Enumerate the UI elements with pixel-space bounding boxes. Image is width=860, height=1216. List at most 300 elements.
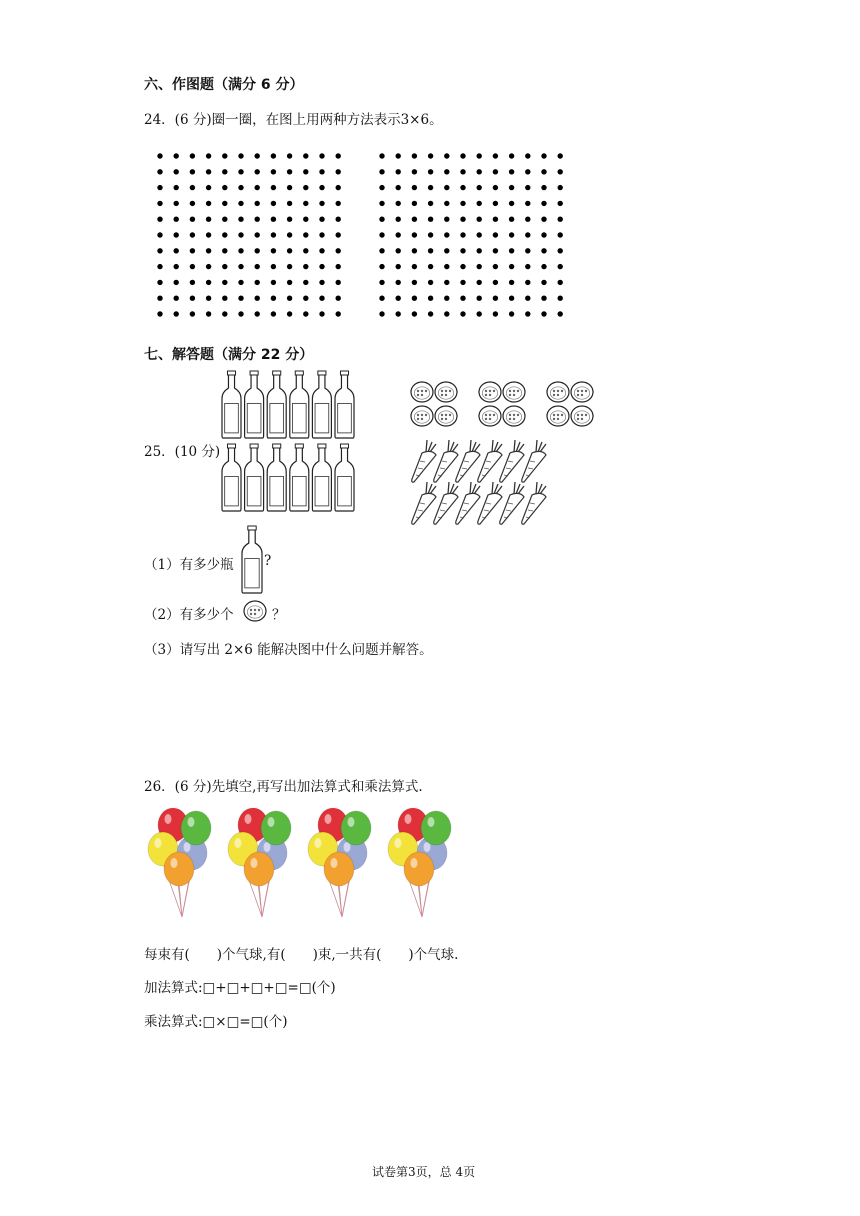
dot (287, 169, 292, 174)
bottle-icon (312, 444, 331, 511)
dot (541, 232, 546, 237)
dot (319, 280, 324, 285)
dot (396, 185, 401, 190)
dot (319, 248, 324, 253)
dot (460, 264, 465, 269)
dot (287, 201, 292, 206)
dot (558, 232, 563, 237)
dot (525, 169, 530, 174)
dot (157, 280, 162, 285)
dot (428, 217, 433, 222)
dot (379, 248, 384, 253)
dot (509, 153, 514, 158)
dot (477, 311, 482, 316)
dot (222, 201, 227, 206)
dot (238, 232, 243, 237)
dot (190, 185, 195, 190)
dot (174, 296, 179, 301)
dot (222, 280, 227, 285)
dot (460, 185, 465, 190)
dot (222, 264, 227, 269)
q25-sub1-end: ? (264, 553, 272, 569)
dot (319, 153, 324, 158)
dot (336, 280, 341, 285)
dot (255, 232, 260, 237)
dot (303, 153, 308, 158)
dot (541, 201, 546, 206)
dot (541, 185, 546, 190)
carrot-icon (478, 482, 502, 524)
dot (509, 296, 514, 301)
dot (303, 264, 308, 269)
egg-plate-icon (479, 406, 501, 426)
dot (174, 311, 179, 316)
egg-plate-icon (503, 406, 525, 426)
dot (493, 311, 498, 316)
dot (525, 153, 530, 158)
dot (396, 311, 401, 316)
dot (558, 201, 563, 206)
dot (525, 232, 530, 237)
dot (412, 217, 417, 222)
dot (412, 185, 417, 190)
dot (287, 296, 292, 301)
dot (319, 201, 324, 206)
dot (271, 153, 276, 158)
dot (444, 201, 449, 206)
dot (271, 185, 276, 190)
dot (541, 248, 546, 253)
carrots-figure (408, 438, 558, 528)
question-25-label: 25．(10 分) (144, 444, 221, 460)
dot (271, 264, 276, 269)
balloon-bunch-icon (148, 808, 211, 917)
dot (303, 232, 308, 237)
dot (509, 280, 514, 285)
dot (444, 232, 449, 237)
dot (174, 264, 179, 269)
dot (206, 280, 211, 285)
dot (477, 201, 482, 206)
dot (157, 311, 162, 316)
carrot-icon (500, 482, 524, 524)
dot (222, 217, 227, 222)
dot (287, 311, 292, 316)
balloon-bunches-figure (140, 805, 460, 925)
dot (541, 280, 546, 285)
dot (525, 217, 530, 222)
dot (493, 217, 498, 222)
dot (206, 264, 211, 269)
carrot-icon (478, 440, 502, 482)
dot (206, 217, 211, 222)
dot (558, 280, 563, 285)
dot (558, 248, 563, 253)
dot (412, 153, 417, 158)
dot (379, 153, 384, 158)
dot (336, 217, 341, 222)
dot (255, 248, 260, 253)
balloon-bunch-icon (308, 808, 371, 917)
dot (319, 169, 324, 174)
dot (412, 248, 417, 253)
dot (428, 264, 433, 269)
dot (460, 153, 465, 158)
egg-plate-icon (411, 406, 433, 426)
dot (477, 248, 482, 253)
dot (190, 280, 195, 285)
dot (206, 169, 211, 174)
dot (157, 169, 162, 174)
dot (190, 153, 195, 158)
dot (271, 217, 276, 222)
dot (525, 280, 530, 285)
egg-plate-icon (503, 382, 525, 402)
dot (271, 311, 276, 316)
carrot-icon (412, 482, 436, 524)
dot (336, 311, 341, 316)
dot (287, 264, 292, 269)
dot (287, 232, 292, 237)
dot (558, 311, 563, 316)
dot (460, 169, 465, 174)
dot (396, 264, 401, 269)
dot (541, 264, 546, 269)
dot (379, 296, 384, 301)
dot (428, 153, 433, 158)
dot (525, 296, 530, 301)
egg-plate-icon (435, 406, 457, 426)
carrot-icon (434, 482, 458, 524)
dot (558, 169, 563, 174)
dot (303, 201, 308, 206)
dot (558, 296, 563, 301)
dot (379, 217, 384, 222)
dot (238, 153, 243, 158)
dot (238, 311, 243, 316)
dot (303, 169, 308, 174)
dot (509, 169, 514, 174)
egg-plate-icon (435, 382, 457, 402)
dot (541, 153, 546, 158)
dot-grid-right (376, 148, 576, 323)
dot (174, 217, 179, 222)
dot (428, 296, 433, 301)
dot (444, 311, 449, 316)
dot (509, 264, 514, 269)
dot (303, 185, 308, 190)
dot (541, 169, 546, 174)
egg-plates-figure (408, 380, 608, 432)
dot (238, 185, 243, 190)
dot (238, 264, 243, 269)
dot (396, 296, 401, 301)
dot (460, 296, 465, 301)
dot (190, 169, 195, 174)
question-24-text: 24．(6 分)圈一圈，在图上用两种方法表示3×6。 (144, 112, 443, 128)
dot (412, 311, 417, 316)
dot (379, 311, 384, 316)
dot (303, 296, 308, 301)
dot (336, 232, 341, 237)
bottle-icon (290, 444, 309, 511)
dot (509, 201, 514, 206)
bottles-figure (218, 370, 358, 518)
dot (255, 296, 260, 301)
dot (396, 169, 401, 174)
dot (396, 153, 401, 158)
carrot-icon (500, 440, 524, 482)
dot (396, 201, 401, 206)
carrot-icon (434, 440, 458, 482)
bottle-icon (290, 371, 309, 438)
dot (157, 153, 162, 158)
dot (255, 185, 260, 190)
bottle-icon (245, 371, 264, 438)
dot (287, 217, 292, 222)
dot (319, 296, 324, 301)
dot (190, 296, 195, 301)
dot (336, 264, 341, 269)
dot (271, 280, 276, 285)
dot (444, 185, 449, 190)
page-footer: 试卷第3页，总 4页 (372, 1165, 476, 1179)
dot (525, 201, 530, 206)
dot (255, 201, 260, 206)
bottle-icon (335, 444, 354, 511)
dot (222, 248, 227, 253)
dot (460, 248, 465, 253)
dot (444, 280, 449, 285)
dot (460, 201, 465, 206)
dot (379, 201, 384, 206)
egg-plate-icon (244, 601, 266, 621)
dot (255, 280, 260, 285)
dot (541, 217, 546, 222)
egg-plate-icon (547, 382, 569, 402)
dot (336, 248, 341, 253)
carrot-icon (522, 440, 546, 482)
dot-grid-left (154, 148, 354, 323)
dot (525, 311, 530, 316)
dot (190, 232, 195, 237)
dot (336, 201, 341, 206)
dot (460, 232, 465, 237)
q26-multiplication: 乘法算式:□×□=□(个) (144, 1014, 288, 1030)
dot (412, 280, 417, 285)
dot (206, 232, 211, 237)
dot (444, 296, 449, 301)
dot (157, 217, 162, 222)
dot (396, 248, 401, 253)
dot (174, 232, 179, 237)
dot (428, 311, 433, 316)
dot (222, 311, 227, 316)
dot (238, 169, 243, 174)
dot (493, 185, 498, 190)
dot (336, 185, 341, 190)
dot (428, 185, 433, 190)
dot (444, 169, 449, 174)
dot (303, 217, 308, 222)
dot (206, 201, 211, 206)
dot (190, 201, 195, 206)
dot (319, 232, 324, 237)
dot (336, 296, 341, 301)
dot (157, 232, 162, 237)
dot (206, 296, 211, 301)
dot (444, 264, 449, 269)
dot (428, 280, 433, 285)
section-7-heading: 七、解答题（满分 22 分） (144, 347, 314, 363)
dot (412, 201, 417, 206)
q25-sub2-text: （2）有多少个 (144, 607, 234, 623)
dot (238, 201, 243, 206)
dot (525, 248, 530, 253)
balloon-bunch-icon (388, 808, 451, 917)
question-26-text: 26．(6 分)先填空,再写出加法算式和乘法算式. (144, 779, 423, 795)
dot (379, 280, 384, 285)
dot (222, 169, 227, 174)
q26-addition: 加法算式:□+□+□+□=□(个) (144, 980, 336, 996)
dot (525, 185, 530, 190)
carrot-icon (412, 440, 436, 482)
q25-sub2-end: ？ (272, 607, 286, 623)
dot (509, 248, 514, 253)
dot (255, 169, 260, 174)
dot (174, 280, 179, 285)
bottle-icon (312, 371, 331, 438)
dot (287, 153, 292, 158)
dot (558, 217, 563, 222)
dot (206, 153, 211, 158)
bottle-icon (222, 371, 241, 438)
dot (444, 153, 449, 158)
carrot-icon (456, 440, 480, 482)
dot (319, 264, 324, 269)
dot (493, 169, 498, 174)
dot (428, 232, 433, 237)
dot (174, 153, 179, 158)
dot (379, 185, 384, 190)
dot (396, 217, 401, 222)
dot (493, 201, 498, 206)
dot (477, 185, 482, 190)
bottle-icon (335, 371, 354, 438)
q25-sub1-text: （1）有多少瓶 (144, 557, 234, 573)
dot (206, 311, 211, 316)
egg-plate-icon (411, 382, 433, 402)
dot (493, 248, 498, 253)
dot (558, 264, 563, 269)
dot (477, 296, 482, 301)
dot (541, 296, 546, 301)
dot (319, 311, 324, 316)
dot (206, 185, 211, 190)
dot (174, 169, 179, 174)
dot (271, 201, 276, 206)
dot (460, 217, 465, 222)
dot (558, 185, 563, 190)
dot (396, 280, 401, 285)
dot (460, 311, 465, 316)
dot (238, 217, 243, 222)
dot (493, 232, 498, 237)
dot (525, 264, 530, 269)
dot (412, 232, 417, 237)
dot (222, 185, 227, 190)
dot (238, 280, 243, 285)
dot (287, 280, 292, 285)
bottle-icon (242, 526, 262, 593)
dot (271, 296, 276, 301)
dot (157, 248, 162, 253)
dot (238, 248, 243, 253)
dot (477, 232, 482, 237)
dot (336, 153, 341, 158)
dot (174, 201, 179, 206)
dot (396, 232, 401, 237)
dot (444, 248, 449, 253)
dot (190, 311, 195, 316)
dot (255, 264, 260, 269)
dot (255, 153, 260, 158)
dot (255, 311, 260, 316)
dot (336, 169, 341, 174)
dot (412, 296, 417, 301)
dot (493, 264, 498, 269)
bottle-icon (267, 371, 286, 438)
q25-sub3-text: （3）请写出 2×6 能解决图中什么问题并解答。 (144, 642, 433, 658)
dot (477, 169, 482, 174)
bottle-icon (245, 444, 264, 511)
dot (509, 217, 514, 222)
dot (238, 296, 243, 301)
balloon-bunch-icon (228, 808, 291, 917)
egg-plate-icon (571, 406, 593, 426)
dot (303, 248, 308, 253)
dot (303, 280, 308, 285)
egg-plate-icon (479, 382, 501, 402)
dot (190, 264, 195, 269)
dot (428, 169, 433, 174)
dot (319, 217, 324, 222)
dot (157, 201, 162, 206)
dot (271, 232, 276, 237)
dot (477, 264, 482, 269)
egg-plate-icon (547, 406, 569, 426)
dot (509, 311, 514, 316)
dot (157, 296, 162, 301)
dot (222, 232, 227, 237)
dot (493, 153, 498, 158)
dot (303, 311, 308, 316)
q26-fill-blank: 每束有( )个气球,有( )束,一共有( )个气球. (144, 947, 459, 963)
dot (444, 217, 449, 222)
section-6-heading: 六、作图题（满分 6 分） (144, 77, 304, 93)
carrot-icon (522, 482, 546, 524)
dot (271, 248, 276, 253)
dot (174, 185, 179, 190)
dot (287, 185, 292, 190)
dot (541, 311, 546, 316)
bottle-icon (267, 444, 286, 511)
dot (190, 248, 195, 253)
bottle-icon (222, 444, 241, 511)
dot (271, 169, 276, 174)
dot (379, 169, 384, 174)
dot (157, 264, 162, 269)
